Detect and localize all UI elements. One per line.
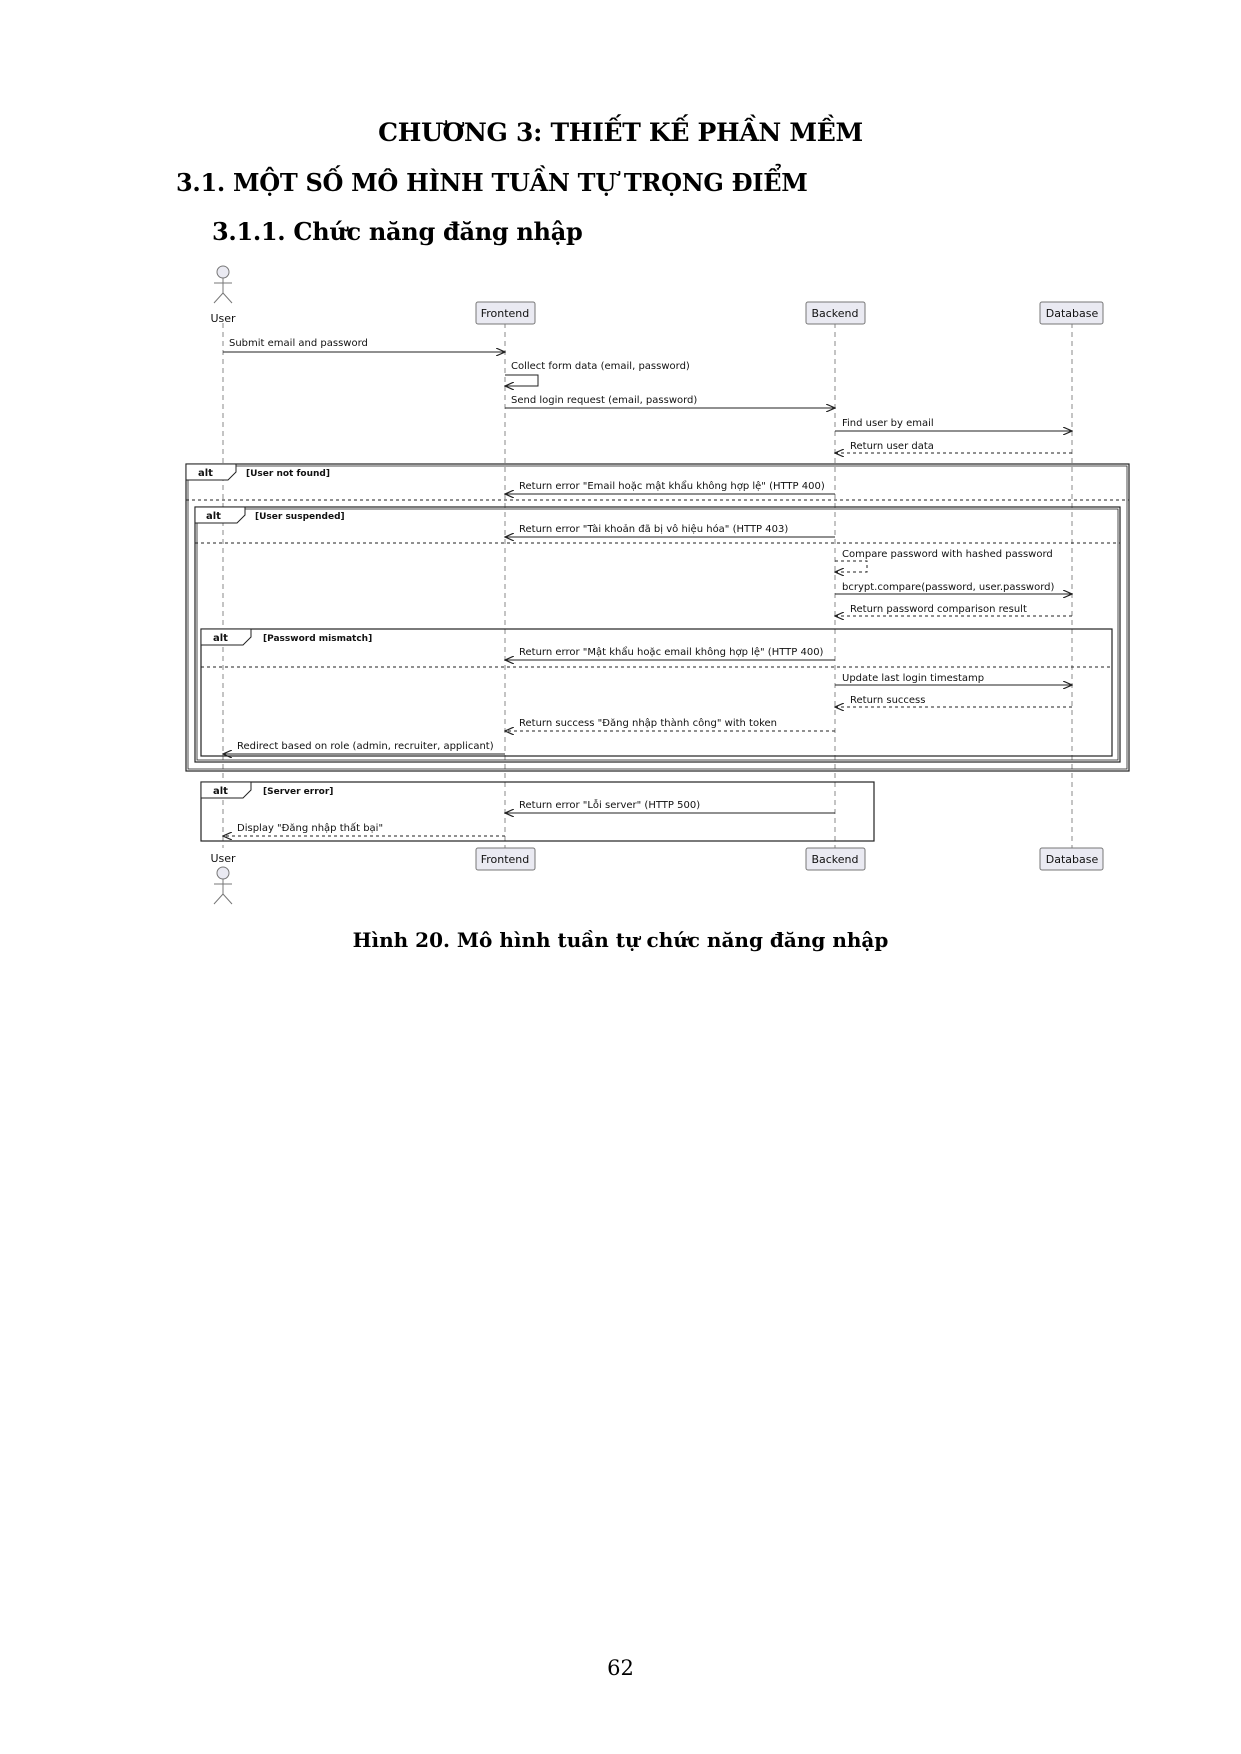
message-13-label: Return success <box>850 695 926 706</box>
message-2-label: Collect form data (email, password) <box>511 361 690 372</box>
message-6 <box>505 479 835 494</box>
message-4-label: Find user by email <box>842 418 934 429</box>
message-4 <box>835 418 1072 431</box>
participant-frontend-top-label: Frontend <box>480 307 530 320</box>
actor-user-top-label: User <box>210 312 236 325</box>
fragment-2-guard: [User suspended] <box>255 512 345 522</box>
message-9-label: bcrypt.compare(password, user.password) <box>842 582 1055 593</box>
participant-frontend-top <box>476 302 535 324</box>
message-13-return <box>835 695 1072 707</box>
participant-backend-bottom-label: Backend <box>811 853 859 866</box>
participant-backend-top-label: Backend <box>811 307 859 320</box>
chapter-title: CHƯƠNG 3: THIẾT KẾ PHẦN MỀM <box>378 118 863 147</box>
figure-caption: Hình 20. Mô hình tuần tự chức năng đăng nhập <box>352 928 889 952</box>
message-15-label: Redirect based on role (admin, recruiter, applicant) <box>237 741 494 752</box>
message-14-label: Return success "Đăng nhập thành công" with token <box>519 718 778 729</box>
message-5-return <box>835 441 1072 453</box>
message-9 <box>835 582 1072 594</box>
participant-database-bottom-label: Database <box>1045 853 1099 866</box>
message-5-label: Return user data <box>850 441 934 452</box>
message-11 <box>505 645 835 660</box>
message-1 <box>223 338 505 352</box>
message-17-label: Display "Đăng nhập thất bại" <box>237 823 384 834</box>
participant-frontend-bottom-label: Frontend <box>480 853 530 866</box>
fragment-4-guard: [Server error] <box>263 787 334 797</box>
fragment-1-operator: alt <box>198 468 213 479</box>
message-6-label: Return error "Email hoặc mật khẩu không hợp lệ" (HTTP 400) <box>519 481 825 492</box>
subsection-title: 3.1.1. Chức năng đăng nhập <box>212 217 583 246</box>
participant-backend-bottom <box>806 848 865 870</box>
message-11-label: Return error "Mật khẩu hoặc email không hợp lệ" (HTTP 400) <box>519 647 824 658</box>
message-12-label: Update last login timestamp <box>842 673 985 684</box>
message-7-label: Return error "Tài khoản đã bị vô hiệu hóa" (HTTP 403) <box>519 524 789 535</box>
message-2-self <box>505 361 690 386</box>
fragment-1-guard: [User not found] <box>246 469 330 479</box>
participant-backend-top <box>806 302 865 324</box>
fragment-3-operator: alt <box>213 633 228 644</box>
message-17-return <box>223 822 505 836</box>
message-10-label: Return password comparison result <box>850 604 1027 615</box>
message-8-label: Compare password with hashed password <box>842 549 1053 560</box>
participant-database-bottom <box>1040 848 1103 870</box>
message-3-label: Send login request (email, password) <box>511 395 698 406</box>
fragment-2-operator: alt <box>206 511 221 522</box>
participant-database-top <box>1040 302 1103 324</box>
message-8-self <box>835 549 1053 572</box>
participant-frontend-bottom <box>476 848 535 870</box>
actor-user-bottom-label: User <box>210 852 236 865</box>
message-3 <box>505 395 835 408</box>
message-1-label: Submit email and password <box>229 338 368 349</box>
section-title: 3.1. MỘT SỐ MÔ HÌNH TUẦN TỰ TRỌNG ĐIỂM <box>176 168 808 197</box>
message-10-return <box>835 604 1072 616</box>
message-14 <box>505 717 835 731</box>
message-15 <box>223 741 505 754</box>
message-7 <box>505 523 835 537</box>
message-16 <box>505 798 835 813</box>
actor-user-bottom <box>210 852 236 904</box>
fragment-4-operator: alt <box>213 786 228 797</box>
message-12 <box>835 673 1072 685</box>
fragment-3-guard: [Password mismatch] <box>263 634 373 644</box>
participant-database-top-label: Database <box>1045 307 1099 320</box>
actor-user-top <box>210 266 236 325</box>
message-16-label: Return error "Lỗi server" (HTTP 500) <box>519 800 701 811</box>
page-number: 62 <box>607 1656 634 1680</box>
